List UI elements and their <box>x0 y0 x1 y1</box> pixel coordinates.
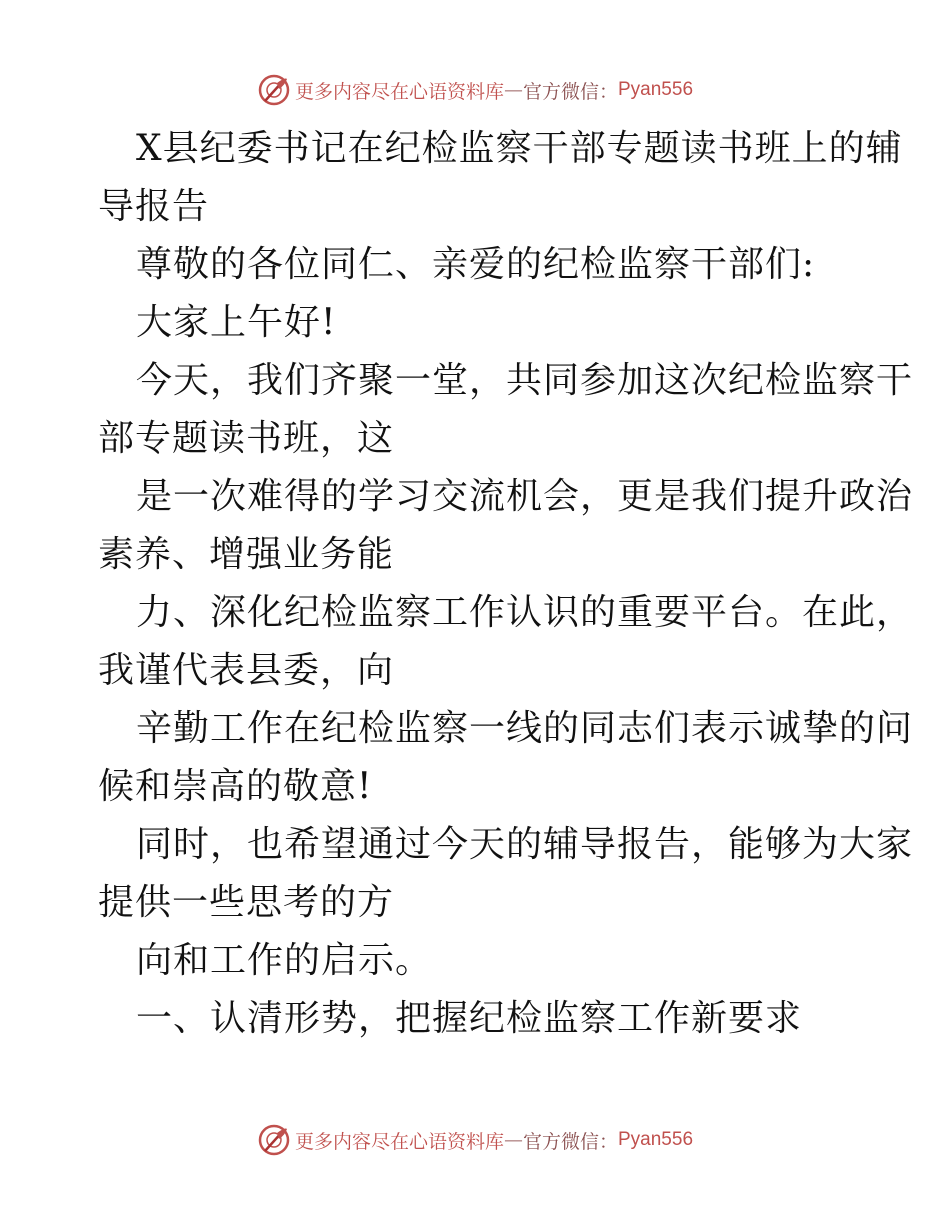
greeting-line: 大家上午好! <box>136 302 337 343</box>
paragraph-line: 提供一些思考的方 <box>98 882 395 923</box>
footer-wechat-id: Pyan556 <box>618 1129 694 1150</box>
header-wechat-id: Pyan556 <box>618 79 694 100</box>
footer-banner-text: 更多内容尽在心语资料库 <box>294 1130 504 1153</box>
header-wechat-label: 官方微信： <box>522 80 618 103</box>
paragraph-line: 我谨代表县委，向 <box>98 650 395 691</box>
document-body <box>98 120 914 1048</box>
header-banner-text: 更多内容尽在心语资料库 <box>294 80 504 103</box>
paragraph-line: 候和崇高的敬意! <box>98 766 373 807</box>
header-separator: — <box>503 79 523 101</box>
title-line-1: X县纪委书记在纪检监察干部专题读书班上的辅 <box>136 128 903 169</box>
header-banner <box>0 70 950 110</box>
paragraph-line: 力、深化纪检监察工作认识的重要平台。在此， <box>136 592 914 633</box>
footer-wechat-label: 官方微信： <box>522 1130 618 1153</box>
footer-separator: — <box>503 1129 523 1151</box>
paragraph-line: 是一次难得的学习交流机会，更是我们提升政治 <box>136 476 914 517</box>
title-line-2: 导报告 <box>98 186 210 227</box>
paragraph-line: 同时，也希望通过今天的辅导报告，能够为大家 <box>136 824 914 865</box>
paragraph-line: 素养、增强业务能 <box>98 534 395 575</box>
quill-logo-icon <box>257 1123 291 1157</box>
section-heading: 一、认清形势，把握纪检监察工作新要求 <box>136 998 803 1039</box>
paragraph-line: 今天，我们齐聚一堂，共同参加这次纪检监察干 <box>136 360 914 401</box>
footer-banner <box>0 1120 950 1160</box>
paragraph-line: 辛勤工作在纪检监察一线的同志们表示诚挚的问 <box>136 708 914 749</box>
quill-logo-icon <box>257 73 291 107</box>
paragraph-line: 向和工作的启示。 <box>136 940 433 981</box>
paragraph-line: 部专题读书班，这 <box>98 418 395 459</box>
salutation-line: 尊敬的各位同仁、亲爱的纪检监察干部们: <box>136 244 816 285</box>
